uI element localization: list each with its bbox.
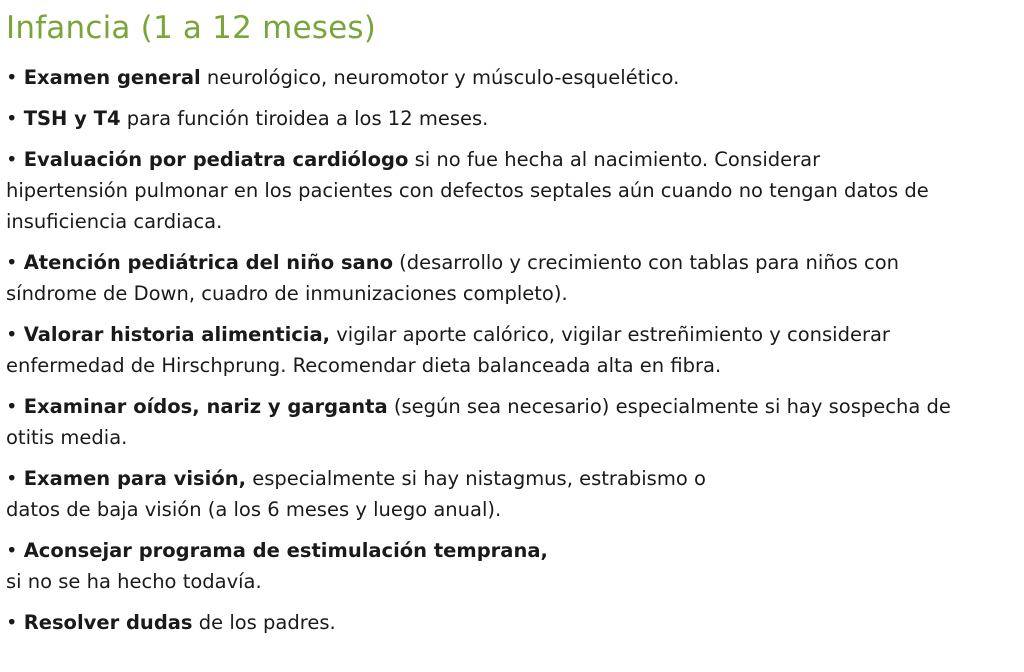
bullet: • — [6, 66, 24, 89]
item-text: neurológico, neuromotor y músculo-esquelético. — [200, 66, 680, 89]
bullet: • — [6, 148, 24, 171]
item-text: si no fue hecha al nacimiento. Considerar — [408, 148, 821, 171]
recommendation-list — [6, 62, 1010, 638]
item-heading: Examen para visión, — [23, 467, 247, 490]
item-text-continued: insuficiencia cardiaca. — [6, 210, 223, 233]
item-text: para función tiroidea a los 12 meses. — [120, 107, 489, 130]
section-title: Infancia (1 a 12 meses) — [6, 10, 377, 46]
list-item — [6, 247, 1010, 309]
item-text-continued: hipertensión pulmonar en los pacientes con defectos septales aún cuando no tengan datos de — [6, 179, 929, 202]
bullet: • — [6, 539, 24, 562]
item-text: (según sea necesario) especialmente si hay sospecha de — [387, 395, 951, 418]
list-item — [6, 463, 1010, 525]
item-text-continued: datos de baja visión (a los 6 meses y luego anual). — [6, 498, 502, 521]
bullet: • — [6, 467, 24, 490]
item-heading: Valorar historia alimenticia, — [23, 323, 331, 346]
item-heading: Evaluación por pediatra cardiólogo — [23, 148, 409, 171]
list-item — [6, 319, 1010, 381]
item-text-continued: si no se ha hecho todavía. — [6, 570, 262, 593]
list-item — [6, 391, 1010, 453]
list-item — [6, 103, 1010, 134]
item-heading: Examen general — [23, 66, 201, 89]
list-item — [6, 144, 1010, 237]
bullet: • — [6, 395, 24, 418]
item-text: de los padres. — [192, 611, 336, 634]
item-text-continued: otitis media. — [6, 426, 128, 449]
bullet: • — [6, 251, 24, 274]
item-text: (desarrollo y crecimiento con tablas para niños con — [392, 251, 899, 274]
item-heading: Atención pediátrica del niño sano — [23, 251, 393, 274]
item-heading: Aconsejar programa de estimulación temprana, — [23, 539, 548, 562]
item-text: vigilar aporte calórico, vigilar estreñimiento y considerar — [330, 323, 890, 346]
item-text-continued: enfermedad de Hirschprung. Recomendar dieta balanceada alta en fibra. — [6, 354, 722, 377]
item-heading: Resolver dudas — [23, 611, 193, 634]
list-item — [6, 607, 1010, 638]
bullet: • — [6, 323, 24, 346]
item-heading: TSH y T4 — [23, 107, 121, 130]
bullet: • — [6, 107, 24, 130]
bullet: • — [6, 611, 24, 634]
list-item — [6, 62, 1010, 93]
list-item — [6, 535, 1010, 597]
item-heading: Examinar oídos, nariz y garganta — [23, 395, 388, 418]
item-text: especialmente si hay nistagmus, estrabismo o — [246, 467, 706, 490]
item-text-continued: síndrome de Down, cuadro de inmunizaciones completo). — [6, 282, 568, 305]
